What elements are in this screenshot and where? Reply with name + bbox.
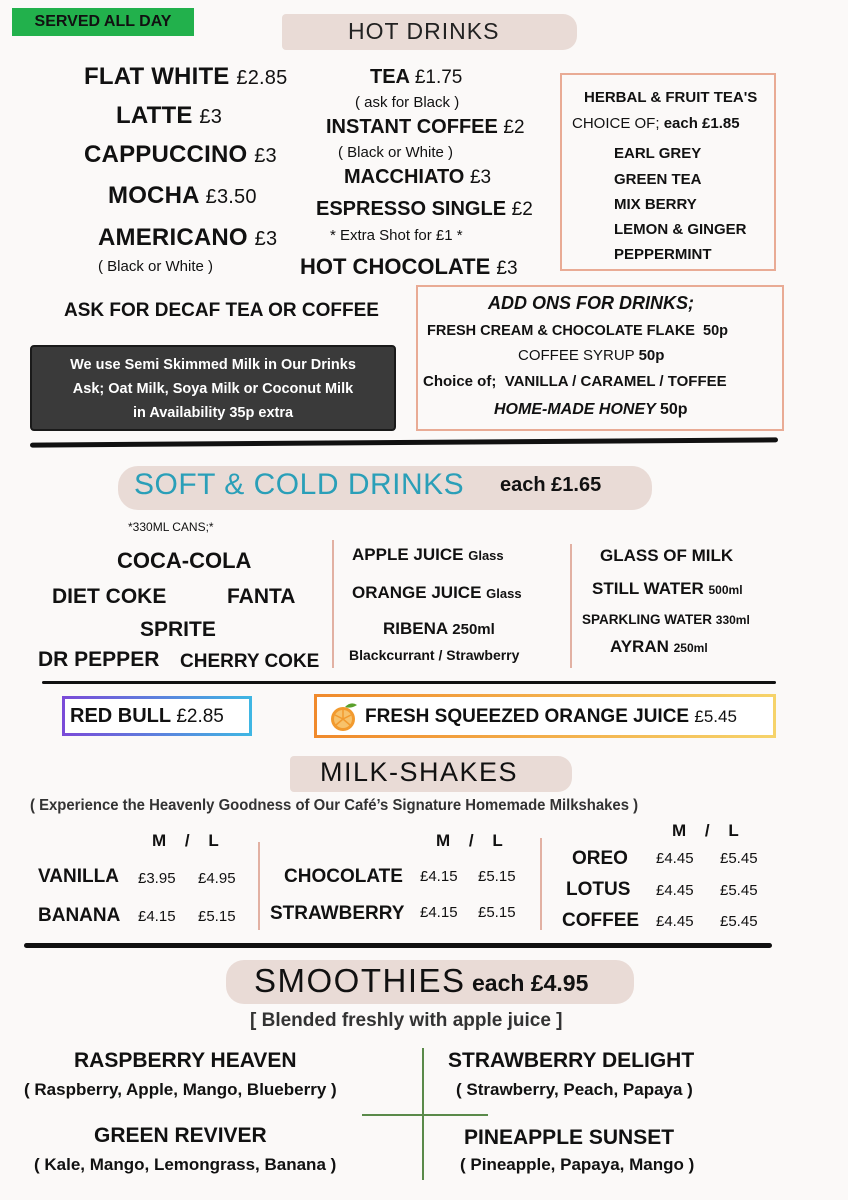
milkshake-price-m: £4.45 <box>656 882 694 899</box>
milkshake-banana: BANANA <box>38 905 121 926</box>
fresh-orange-juice-box <box>314 694 776 738</box>
cold-drinks-each-price: each £1.65 <box>500 474 602 496</box>
menu-item-americano: AMERICANO £3 <box>98 224 278 251</box>
milkshake-price-l: £5.15 <box>478 904 516 921</box>
herbal-item: GREEN TEA <box>614 171 702 188</box>
glass-of-milk: GLASS OF MILK <box>600 546 734 565</box>
size-header: M / L <box>672 821 739 840</box>
milk-info-line: We use Semi Skimmed Milk in Our Drinks <box>70 357 356 373</box>
milkshake-chocolate: CHOCOLATE <box>284 866 403 887</box>
apple-juice: APPLE JUICE Glass <box>352 545 504 564</box>
shakes-col-divider <box>258 842 260 930</box>
milkshakes-title: MILK-SHAKES <box>320 757 519 787</box>
decaf-note: ASK FOR DECAF TEA OR COFFEE <box>64 300 379 321</box>
menu-item-cappuccino: CAPPUCCINO £3 <box>84 141 277 168</box>
section-divider <box>42 681 776 684</box>
ribena: RIBENA 250ml <box>383 619 495 638</box>
menu-item-hot-chocolate: HOT CHOCOLATE £3 <box>300 254 518 279</box>
can-cherry-coke: CHERRY COKE <box>180 651 320 672</box>
ribena-flavours: Blackcurrant / Strawberry <box>349 647 520 663</box>
orange-juice: ORANGE JUICE Glass <box>352 583 522 602</box>
milkshake-vanilla: VANILLA <box>38 866 119 887</box>
extra-shot-note: * Extra Shot for £1 * <box>330 227 463 244</box>
menu-item-macchiato: MACCHIATO £3 <box>344 166 492 188</box>
add-ons-title: ADD ONS FOR DRINKS; <box>488 293 694 313</box>
smoothie-ingredients: ( Strawberry, Peach, Papaya ) <box>456 1080 693 1099</box>
served-all-day-badge: SERVED ALL DAY <box>12 8 194 36</box>
herbal-item: MIX BERRY <box>614 196 697 213</box>
menu-item-espresso-single: ESPRESSO SINGLE £2 <box>316 198 533 220</box>
milkshake-price-l: £5.15 <box>198 908 236 925</box>
smoothie-raspberry-heaven: RASPBERRY HEAVEN <box>74 1049 297 1072</box>
can-coca-cola: COCA-COLA <box>117 548 252 573</box>
americano-note: ( Black or White ) <box>98 258 214 275</box>
smoothies-subtitle: [ Blended freshly with apple juice ] <box>250 1010 563 1031</box>
milk-info-line: Ask; Oat Milk, Soya Milk or Coconut Milk <box>72 381 354 397</box>
smoothie-ingredients: ( Raspberry, Apple, Mango, Blueberry ) <box>24 1080 337 1099</box>
ayran: AYRAN 250ml <box>610 637 708 656</box>
milkshake-price-l: £5.45 <box>720 882 758 899</box>
herbal-item: PEPPERMINT <box>614 246 712 263</box>
section-divider <box>24 943 772 948</box>
milkshake-price-m: £4.15 <box>420 904 458 921</box>
milkshake-lotus: LOTUS <box>566 879 631 900</box>
herbal-item: LEMON & GINGER <box>614 221 747 238</box>
smoothie-pineapple-sunset: PINEAPPLE SUNSET <box>464 1126 675 1149</box>
menu-item-tea: TEA £1.75 <box>370 66 463 88</box>
red-bull-box <box>62 696 252 736</box>
milkshake-price-m: £4.45 <box>656 913 694 930</box>
section-divider <box>30 437 778 447</box>
smoothie-ingredients: ( Kale, Mango, Lemongrass, Banana ) <box>34 1155 337 1174</box>
can-sprite: SPRITE <box>140 618 216 641</box>
milkshake-price-m: £3.95 <box>138 870 176 887</box>
milkshake-price-l: £5.45 <box>720 850 758 867</box>
add-on-syrup: COFFEE SYRUP 50p <box>518 347 665 364</box>
cold-col-divider <box>570 544 572 668</box>
milkshake-price-m: £4.15 <box>420 868 458 885</box>
cold-col-divider <box>332 540 334 668</box>
herbal-tea-box <box>560 73 776 271</box>
milkshake-price-m: £4.15 <box>138 908 176 925</box>
menu-item-latte: LATTE £3 <box>116 102 223 129</box>
smoothie-green-reviver: GREEN REVIVER <box>94 1124 267 1147</box>
sparkling-water: SPARKLING WATER 330ml <box>582 612 750 627</box>
menu-item-instant-coffee: INSTANT COFFEE £2 <box>326 116 525 138</box>
herbal-tea-title: HERBAL & FRUIT TEA'S <box>584 89 758 106</box>
still-water: STILL WATER 500ml <box>592 579 743 598</box>
cold-drinks-title: SOFT & COLD DRINKS <box>134 468 465 501</box>
hot-drinks-title: HOT DRINKS <box>348 18 500 44</box>
add-on-honey: HOME-MADE HONEY 50p <box>494 401 688 418</box>
smoothie-cross-horizontal <box>362 1114 488 1116</box>
smoothie-ingredients: ( Pineapple, Papaya, Mango ) <box>460 1155 695 1174</box>
can-fanta: FANTA <box>227 585 296 608</box>
orange-icon <box>327 700 361 734</box>
fresh-oj-label: FRESH SQUEEZED ORANGE JUICE £5.45 <box>365 706 737 727</box>
milk-info-box <box>30 345 396 431</box>
tea-note: ( ask for Black ) <box>355 94 460 111</box>
can-dr-pepper: DR PEPPER <box>38 648 160 671</box>
milk-info-line: in Availability 35p extra <box>132 405 294 421</box>
add-on-flavours: Choice of; VANILLA / CARAMEL / TOFFEE <box>423 373 727 390</box>
size-header: M / L <box>152 831 219 850</box>
milkshake-oreo: OREO <box>572 848 628 869</box>
herbal-item: EARL GREY <box>614 145 702 162</box>
red-bull-label: RED BULL £2.85 <box>70 705 224 727</box>
add-on-cream: FRESH CREAM & CHOCOLATE FLAKE 50p <box>427 323 729 339</box>
shakes-col-divider <box>540 838 542 930</box>
milkshake-coffee: COFFEE <box>562 910 640 931</box>
size-header: M / L <box>436 831 503 850</box>
smoothie-strawberry-delight: STRAWBERRY DELIGHT <box>448 1049 695 1072</box>
herbal-choice-line: CHOICE OF; each £1.85 <box>572 115 740 132</box>
milkshake-price-l: £5.45 <box>720 913 758 930</box>
menu-item-mocha: MOCHA £3.50 <box>108 182 257 209</box>
milkshakes-subtitle: ( Experience the Heavenly Goodness of Our Café’s Signature Homemade Milkshakes ) <box>30 797 639 814</box>
instant-coffee-note: ( Black or White ) <box>338 144 454 161</box>
smoothies-title: SMOOTHIES <box>254 962 466 999</box>
milkshake-price-l: £5.15 <box>478 868 516 885</box>
cans-note: *330ML CANS;* <box>128 520 214 534</box>
can-diet-coke: DIET COKE <box>52 585 167 608</box>
milkshake-price-l: £4.95 <box>198 870 236 887</box>
smoothies-each-price: each £4.95 <box>472 970 589 996</box>
add-ons-box <box>416 285 784 431</box>
milkshake-price-m: £4.45 <box>656 850 694 867</box>
milkshake-strawberry: STRAWBERRY <box>270 903 405 924</box>
menu-item-flat-white: FLAT WHITE £2.85 <box>84 63 288 90</box>
